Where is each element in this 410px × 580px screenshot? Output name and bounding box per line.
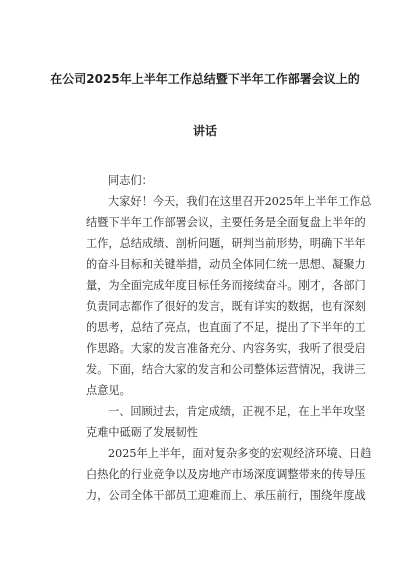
paragraph-line: 大家好！今天，我们在这里召开2025年上半年工作总 xyxy=(108,195,372,208)
paragraph-line: 负责同志都作了很好的发言，既有详实的数据，也有深刻 xyxy=(86,300,366,313)
paragraph-line: 同志们： xyxy=(108,174,153,187)
paragraph-line: 力，公司全体干部员工迎难而上、承压前行，围绕年度战 xyxy=(86,489,366,502)
paragraph-line: 点意见。 xyxy=(86,384,131,397)
paragraph-line: 克难中砥砺了发展韧性 xyxy=(86,426,198,439)
paragraph-line: 的思考，总结了亮点，也直面了不足，提出了下半年的工 xyxy=(86,321,366,334)
document-title: 在公司2025年上半年工作总结暨下半年工作部署会议上的 xyxy=(50,72,360,86)
paragraph-line: 2025年上半年，面对复杂多变的宏观经济环境、日趋 xyxy=(108,447,372,460)
paragraph-line: 的奋斗目标和关键举措，动员全体同仁统一思想、凝聚力 xyxy=(86,258,366,271)
document-title-continued: 讲话 xyxy=(192,124,217,138)
paragraph-line: 量，为全面完成年度目标任务而接续奋斗。刚才，各部门 xyxy=(86,279,366,292)
paragraph-line: 一、回顾过去，肯定成绩，正视不足，在上半年攻坚 xyxy=(108,405,366,418)
paragraph-line: 白热化的行业竞争以及房地产市场深度调整带来的传导压 xyxy=(86,468,366,481)
paragraph-line: 结暨下半年工作部署会议，主要任务是全面复盘上半年的 xyxy=(86,216,366,229)
paragraph-line: 发。下面，结合大家的发言和公司整体运营情况，我讲三 xyxy=(86,363,366,376)
paragraph-line: 作思路。大家的发言准备充分、内容务实，我听了很受启 xyxy=(86,342,366,355)
document-body xyxy=(86,170,372,506)
paragraph-line: 工作，总结成绩、剖析问题，研判当前形势，明确下半年 xyxy=(86,237,366,250)
